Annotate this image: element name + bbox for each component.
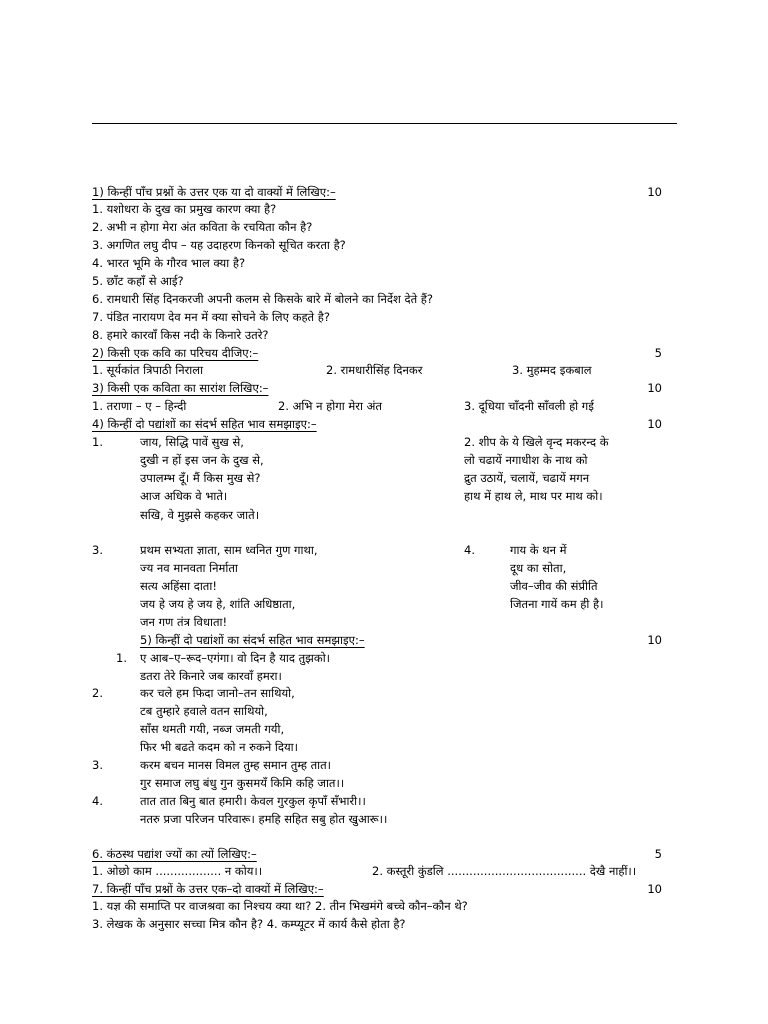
q2-option-3: 3. मुहम्मद इकबाल <box>512 363 592 377</box>
q3-marks: 10 <box>647 381 662 395</box>
q4-passage-2-line: द्रुत उठायें, चलायें, चढायें मगन <box>464 471 590 485</box>
q3-option-1: 1. तराणा – ए – हिन्दी <box>92 399 187 413</box>
q4-passage-3-line: जन गण तंत्र विधाता! <box>140 615 228 629</box>
q1-item-2: 2. अभी न होगा मेरा अंत कविता के रचयिता कौन है? <box>92 220 313 234</box>
q5-passage-4-line: नतरु प्रजा परिजन परिवारू। हमहि सहित सबु होत खुआरू।। <box>140 812 388 826</box>
q3-option-2: 2. अभि न होगा मेरा अंत <box>278 399 382 413</box>
q5-passage-1-number: 1. <box>116 651 127 665</box>
q4-passage-2-line: लो चढायें नगाधीश के नाथ को <box>464 453 588 467</box>
q4-passage-3-line: सत्य अहिंसा दाता! <box>140 579 217 593</box>
q5-passage-1-line: ए आब–ए–रूद–एगंगा। वो दिन है याद तुझको। <box>140 651 331 665</box>
q5-passage-4-line: तात तात बिनु बात हमारी। केवल गुरकुल कृपाँ सँभारी।। <box>140 794 366 808</box>
q6-marks: 5 <box>654 847 662 861</box>
q4-passage-1-number: 1. <box>92 435 103 449</box>
q4-passage-4-line: जीव–जीव की संप्रीति <box>510 579 598 593</box>
q4-passage-3-line: प्रथम सभ्यता ज्ञाता, साम ध्वनित गुण गाथा, <box>140 543 318 557</box>
q7-line-2: 3. लेखक के अनुसार सच्चा मित्र कौन है? 4. कम्प्यूटर में कार्य कैसे होता है? <box>92 917 406 931</box>
q4-heading: 4) किन्हीं दो पद्यांशों का संदर्भ सहित भाव समझाइए:– <box>92 417 317 431</box>
q4-passage-3-line: ज्य नव मानवता निर्माता <box>140 561 238 575</box>
q5-passage-2-line: कर चले हम फिदा जानो–तन साथियो, <box>140 686 295 700</box>
q5-passage-2-line: टब तुम्हारे हवाले वतन साथियो, <box>140 704 268 718</box>
q4-passage-3-line: जय हे जय हे जय हे, शांति अधिष्ठाता, <box>140 597 296 611</box>
q2-marks: 5 <box>654 346 662 360</box>
q5-passage-2-number: 2. <box>92 686 103 700</box>
q2-heading: 2) किसी एक कवि का परिचय दीजिए:– <box>92 346 259 360</box>
q5-passage-2-line: फिर भी बढते कदम को न रुकने दिया। <box>140 740 298 754</box>
q4-passage-1-line: सखि, वे मुझसे कहकर जाते। <box>140 508 260 522</box>
q4-passage-3-number: 3. <box>92 543 103 557</box>
q4-passage-1-line: उपालम्भ दूँ। मैं किस मुख से? <box>140 471 261 485</box>
q2-option-1: 1. सूर्यकांत त्रिपाठी निराला <box>92 363 204 377</box>
q5-heading: 5) किन्हीं दो पद्यांशों का संदर्भ सहित भाव समझाइए:– <box>140 633 365 647</box>
q4-passage-2-line: 2. शीप के ये खिले वृन्द मकरन्द के <box>464 435 609 449</box>
q7-heading: 7. किन्हीं पाँच प्रश्नों के उत्तर एक–दो वाक्यों में लिखिए:– <box>92 882 324 896</box>
q4-passage-1-line: दुखी न हों इस जन के दुख से, <box>140 453 264 467</box>
q1-item-7: 7. पंडित नारायण देव मन में क्या सोचने के लिए कहते है? <box>92 310 330 324</box>
q1-item-1: 1. यशोधरा के दुख का प्रमुख कारण क्या है? <box>92 202 277 216</box>
q4-passage-2-line: हाथ में हाथ ले, माथ पर माथ को। <box>464 489 603 503</box>
q1-item-4: 4. भारत भूमि के गौरव भाल क्या है? <box>92 256 246 270</box>
q3-heading: 3) किसी एक कविता का सारांश लिखिए:– <box>92 381 269 395</box>
q3-option-3: 3. दूधिया चाँदनी साँवली हो गई <box>464 399 594 413</box>
q2-option-2: 2. रामधारीसिंह दिनकर <box>326 363 423 377</box>
q4-passage-1-line: जाय, सिद्धि पावें सुख से, <box>140 435 244 449</box>
q5-passage-3-line: गुर समाज लघु बंधु गुन कुसमयँ किमि कहि जात।। <box>140 776 345 790</box>
q4-passage-1-line: आज अधिक वे भाते। <box>140 489 228 503</box>
q1-heading: 1) किन्हीं पाँच प्रश्नों के उत्तर एक या दो वाक्यों में लिखिए:– <box>92 185 336 199</box>
q1-item-6: 6. रामधारी सिंह दिनकरजी अपनी कलम से किसके बारे में बोलने का निर्देश देते हैं? <box>92 292 434 306</box>
q1-marks: 10 <box>647 185 662 199</box>
q5-passage-3-number: 3. <box>92 758 103 772</box>
q6-line-2: 2. कस्तूरी कुंडलि ...................................... देखै नाहीं।। <box>372 864 637 878</box>
q1-item-5: 5. छाँट कहाँ से आई? <box>92 274 184 288</box>
q5-passage-3-line: करम बचन मानस विमल तुम्ह समान तुम्ह तात। <box>140 758 332 772</box>
q4-passage-4-line: दूध का सोता, <box>510 561 567 575</box>
q1-item-3: 3. अगणित लघु दीप – यह उदाहरण किनको सूचित करता है? <box>92 238 346 252</box>
top-horizontal-rule <box>92 123 677 124</box>
q4-marks: 10 <box>647 417 662 431</box>
q5-passage-2-line: साँस थमती गयी, नब्ज जमती गयी, <box>140 722 285 736</box>
q6-heading: 6. कंठस्थ पद्यांश ज्यों का त्यों लिखिए:– <box>92 847 257 861</box>
q5-passage-1-line: डतरा तेरे किनारे जब कारवाँ हमरा। <box>140 669 282 683</box>
q4-passage-4-line: जितना गायें कम ही है। <box>510 597 604 611</box>
q7-marks: 10 <box>647 882 662 896</box>
q4-passage-4-line: गाय के थन में <box>510 543 567 557</box>
q7-line-1: 1. यज्ञ की समाप्ति पर वाजश्रवा का निश्चय क्या था? 2. तीन भिखमंगे बच्चे कौन–कौन थे? <box>92 899 468 913</box>
q1-item-8: 8. हमारे कारवाँ किस नदी के किनारे उतरे? <box>92 328 269 342</box>
q4-passage-4-number: 4. <box>464 543 475 557</box>
q5-marks: 10 <box>647 633 662 647</box>
q6-line-1: 1. ओछो काम .................. न कोय।। <box>92 864 263 878</box>
q5-passage-4-number: 4. <box>92 794 103 808</box>
